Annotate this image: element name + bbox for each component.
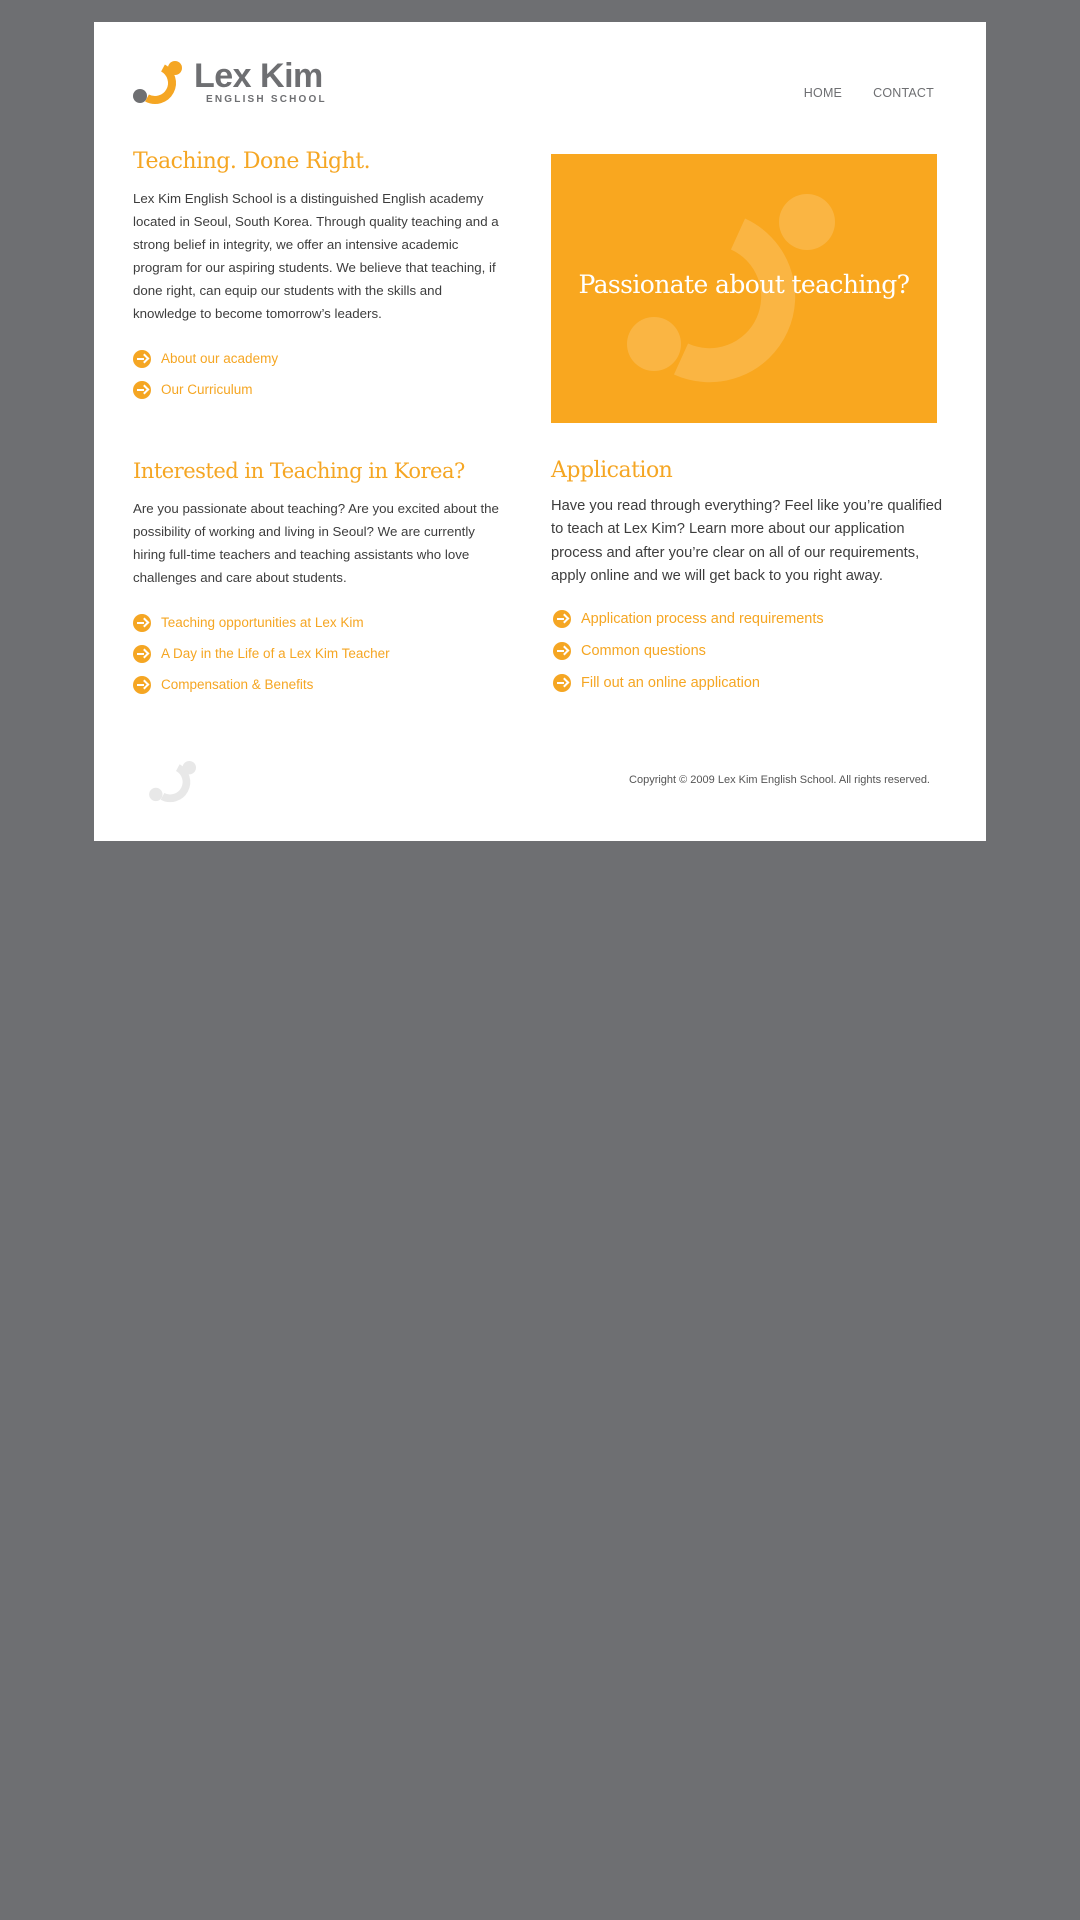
page-container — [94, 22, 986, 841]
logo-mark-icon — [132, 60, 186, 106]
arrow-right-icon[interactable] — [553, 642, 571, 660]
list-item — [133, 638, 390, 669]
list-item — [553, 603, 824, 635]
application-links — [553, 603, 824, 699]
nav-contact-link[interactable]: CONTACT — [873, 86, 934, 100]
application-body: Have you read through everything? Feel like you’re qualified to teach at Lex Kim? Learn more about our application process and after you’re clear on all of our requirements, apply online and we will get back to you right away. — [551, 498, 943, 584]
list-item — [133, 374, 278, 405]
common-questions-link[interactable]: Common questions — [581, 643, 706, 659]
site-logo[interactable] — [132, 57, 332, 108]
teaching-opportunities-link[interactable]: Teaching opportunities at Lex Kim — [161, 615, 364, 630]
curriculum-link[interactable]: Our Curriculum — [161, 382, 253, 397]
logo-subtitle: ENGLISH SCHOOL — [206, 94, 327, 105]
arrow-right-icon[interactable] — [553, 674, 571, 692]
about-academy-link[interactable]: About our academy — [161, 351, 279, 366]
application-heading: Application — [551, 458, 673, 483]
teaching-body: Are you passionate about teaching? Are you excited about the possibility of working and living in Seoul? We are currently hiring full-time teachers and teaching assistants who love challenges and care about students. — [133, 501, 499, 585]
arrow-right-icon[interactable] — [133, 676, 151, 694]
banner-text: Passionate about teaching? — [578, 270, 910, 299]
arrow-right-icon[interactable] — [133, 645, 151, 663]
arrow-right-icon[interactable] — [133, 614, 151, 632]
application-process-link[interactable]: Application process and requirements — [581, 611, 824, 627]
arrow-right-icon[interactable] — [133, 350, 151, 368]
list-item — [133, 607, 390, 638]
intro-links — [133, 343, 278, 405]
nav-home-link[interactable]: HOME — [803, 86, 843, 100]
teaching-heading: Interested in Teaching in Korea? — [133, 459, 465, 483]
list-item — [553, 667, 824, 699]
main-nav — [804, 86, 934, 100]
arrow-right-icon[interactable] — [133, 381, 151, 399]
compensation-link[interactable]: Compensation & Benefits — [161, 677, 314, 692]
hero-banner[interactable] — [551, 154, 937, 423]
intro-heading: Teaching. Done Right. — [133, 149, 371, 174]
list-item — [133, 669, 390, 700]
online-application-link[interactable]: Fill out an online application — [581, 675, 760, 691]
arrow-right-icon[interactable] — [553, 610, 571, 628]
logo-name: Lex Kim — [194, 57, 323, 95]
list-item — [553, 635, 824, 667]
day-in-life-link[interactable]: A Day in the Life of a Lex Kim Teacher — [161, 646, 390, 661]
copyright-text: Copyright © 2009 Lex Kim English School. All rights reserved. — [629, 774, 930, 786]
footer-logo-icon — [148, 760, 200, 804]
teaching-links — [133, 607, 390, 700]
list-item — [133, 343, 278, 374]
intro-body: Lex Kim English School is a distinguished English academy located in Seoul, South Korea. Through quality teaching and a strong belief in integrity, we offer an intensive academic program for our aspiring students. We believe that teaching, if done right, can equip our students with the skills and knowledge to become tomorrow’s leaders. — [133, 191, 499, 321]
